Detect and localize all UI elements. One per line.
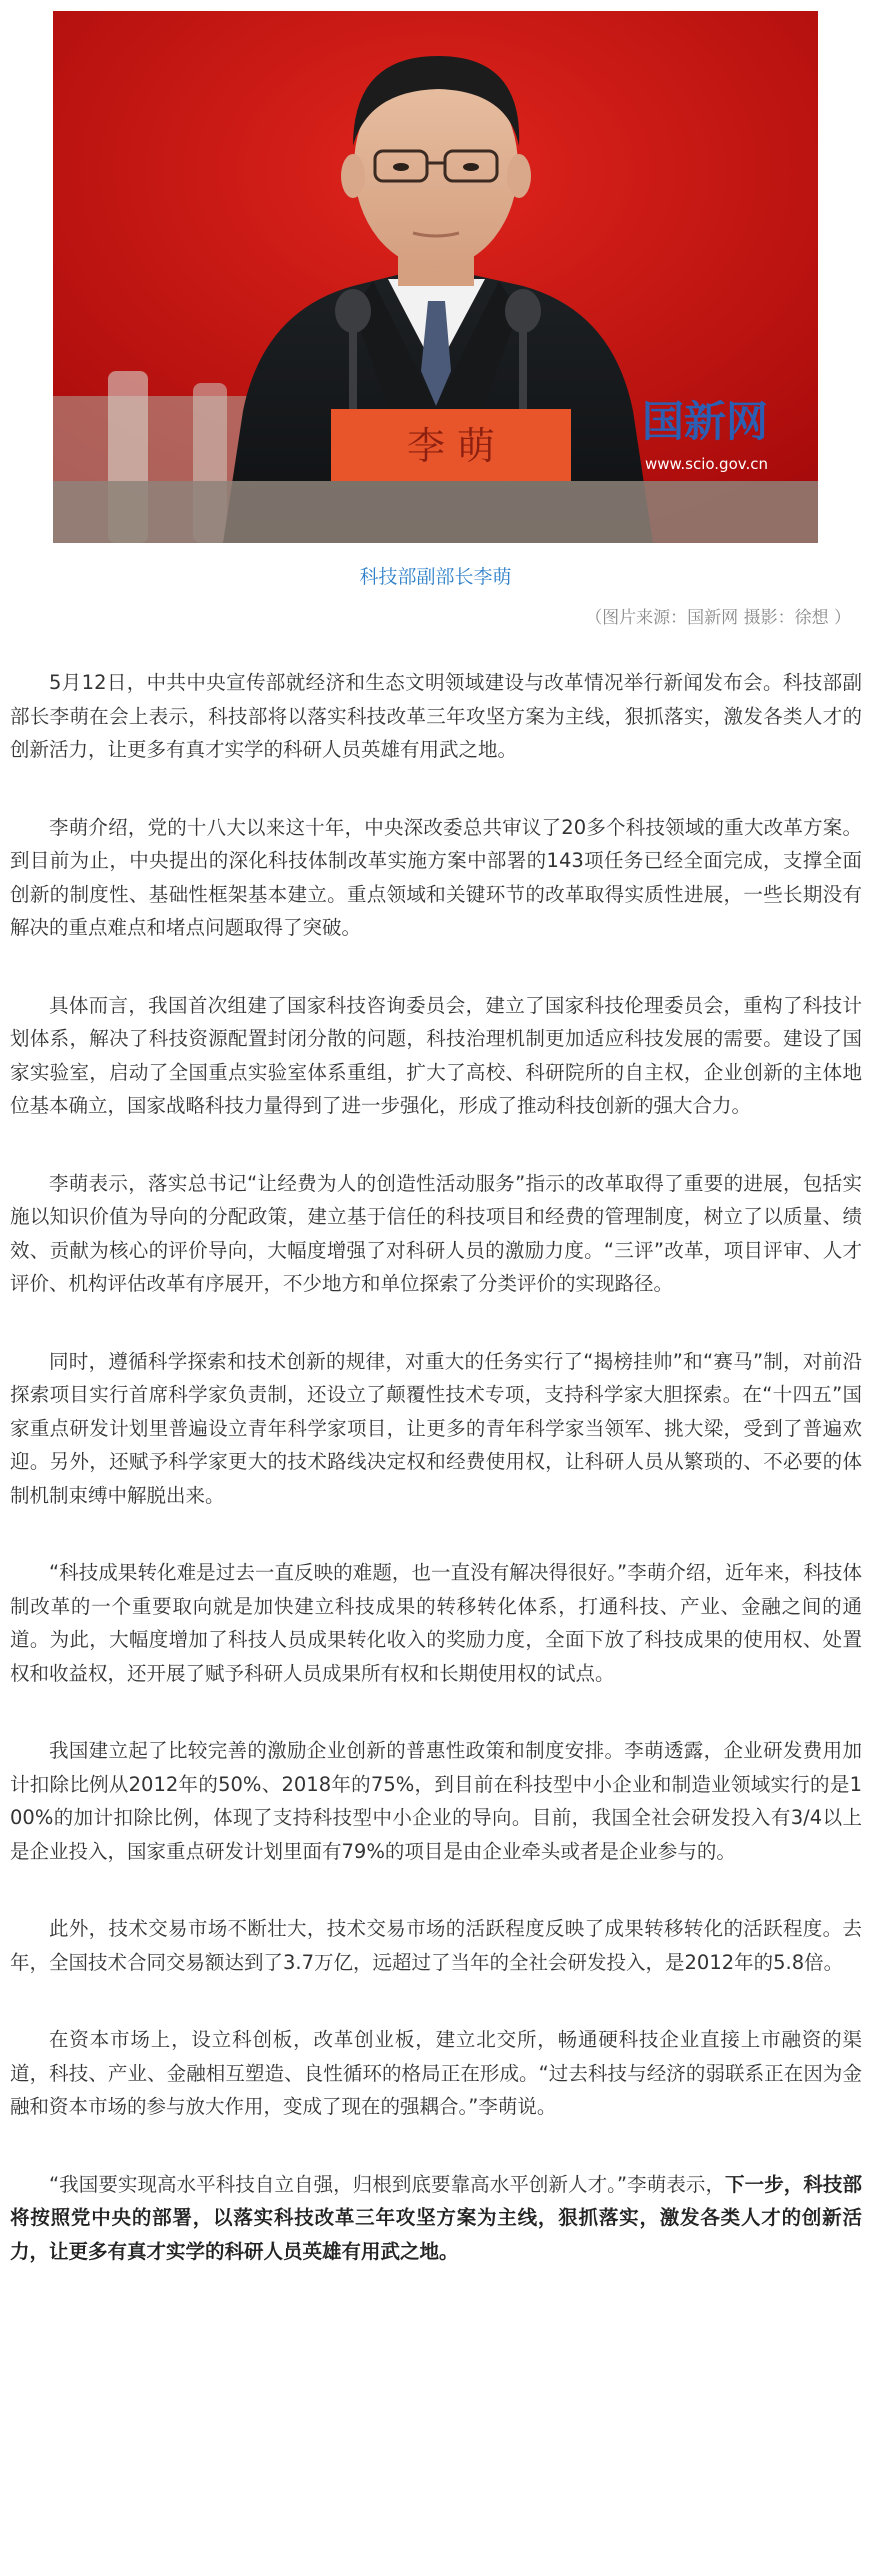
paragraph-10-bold: 下一步，科技部将按照党中央的部署，以落实科技改革三年攻坚方案为主线，狠抓落实，激发各类人才的创新活力，让更多有真才实学的科研人员英雄有用武之地。 <box>10 2172 862 2263</box>
paragraph-8: 此外，技术交易市场不断壮大，技术交易市场的活跃程度反映了成果转移转化的活跃程度。去年，全国技术合同交易额达到了3.7万亿，远超过了当年的全社会研发投入，是2012年的5.8倍。 <box>10 1917 862 1974</box>
paragraph-2: 李萌介绍，党的十八大以来这十年，中央深改委总共审议了20多个科技领域的重大改革方案。到目前为止，中央提出的深化科技体制改革实施方案中部署的143项任务已经全面完成，支撑全面创新的制度性、基础性框架基本建立。重点领域和关键环节的改革取得实质性进展，一些长期没有解决的重点难点和堵点问题取得了突破。 <box>10 815 862 939</box>
paragraph-10 <box>10 2168 862 2269</box>
paragraph-3: 具体而言，我国首次组建了国家科技咨询委员会，建立了国家科技伦理委员会，重构了科技计划体系，解决了科技资源配置封闭分散的问题，科技治理机制更加适应科技发展的需要。建设了国家实验室，启动了全国重点实验室体系重组，扩大了高校、科研院所的自主权，企业创新的主体地位基本确立，国家战略科技力量得到了进一步强化，形成了推动科技创新的强大合力。 <box>10 993 862 1117</box>
news-photo <box>53 11 818 543</box>
paragraph-9: 在资本市场上，设立科创板，改革创业板，建立北交所，畅通硬科技企业直接上市融资的渠道，科技、产业、金融相互塑造、良性循环的格局正在形成。“过去科技与经济的弱联系正在因为金融和资本市场的参与放大作用，变成了现在的强耦合。”李萌说。 <box>10 2028 862 2118</box>
photo-credit: （图片来源：国新网 摄影：徐想 ） <box>585 608 851 628</box>
article-body <box>10 666 862 2268</box>
paragraph-10-plain: “我国要实现高水平科技自立自强，归根到底要靠高水平创新人才。”李萌表示， <box>49 2172 726 2196</box>
photo-illustration <box>53 11 818 543</box>
paragraph-7: 我国建立起了比较完善的激励企业创新的普惠性政策和制度安排。李萌透露，企业研发费用加计扣除比例从2012年的50%、2018年的75%，到目前在科技型中小企业和制造业领域实行的是100%的加计扣除比例，体现了支持科技型中小企业的导向。目前，我国全社会研发投入有3/4以上是企业投入，国家重点研发计划里面有79%的项目是由企业牵头或者是企业参与的。 <box>10 1739 862 1863</box>
paragraph-6: “科技成果转化难是过去一直反映的难题，也一直没有解决得很好。”李萌介绍，近年来，科技体制改革的一个重要取向就是加快建立科技成果的转移转化体系，打通科技、产业、金融之间的通道。为此，大幅度增加了科技人员成果转化收入的奖励力度，全面下放了科技成果的使用权、处置权和收益权，还开展了赋予科研人员成果所有权和长期使用权的试点。 <box>10 1561 862 1685</box>
nameplate-text: 李 萌 <box>406 424 496 468</box>
watermark-logo: 国新网 <box>641 397 768 446</box>
paragraph-4: 李萌表示，落实总书记“让经费为人的创造性活动服务”指示的改革取得了重要的进展，包括实施以知识价值为导向的分配政策，建立基于信任的科技项目和经费的管理制度，树立了以质量、绩效、贡献为核心的评价导向，大幅度增强了对科研人员的激励力度。“三评”改革，项目评审、人才评价、机构评估改革有序展开，不少地方和单位探索了分类评价的实现路径。 <box>10 1171 862 1295</box>
paragraph-1: 5月12日，中共中央宣传部就经济和生态文明领域建设与改革情况举行新闻发布会。科技部副部长李萌在会上表示，科技部将以落实科技改革三年攻坚方案为主线，狠抓落实，激发各类人才的创新活力，让更多有真才实学的科研人员英雄有用武之地。 <box>10 671 862 761</box>
paragraph-5: 同时，遵循科学探索和技术创新的规律，对重大的任务实行了“揭榜挂帅”和“赛马”制，对前沿探索项目实行首席科学家负责制，还设立了颠覆性技术专项，支持科学家大胆探索。在“十四五”国家重点研发计划里普遍设立青年科学家项目，让更多的青年科学家当领军、挑大梁，受到了普遍欢迎。另外，还赋予科学家更大的技术路线决定权和经费使用权，让科研人员从繁琐的、不必要的体制机制束缚中解脱出来。 <box>10 1349 862 1507</box>
photo-caption: 科技部副部长李萌 <box>359 566 512 588</box>
watermark-url: www.scio.gov.cn <box>644 455 768 473</box>
